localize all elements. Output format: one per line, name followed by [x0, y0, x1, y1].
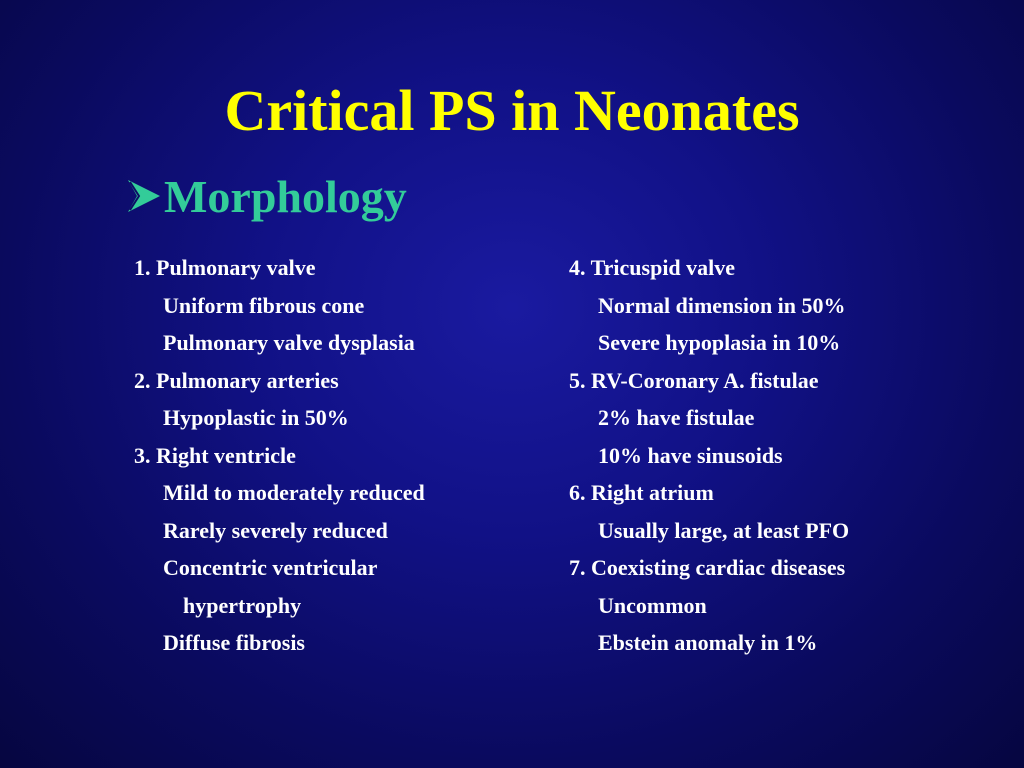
- list-item: Usually large, at least PFO: [598, 517, 850, 543]
- list-item: Uniform fibrous cone: [163, 292, 365, 318]
- right-column: [569, 249, 849, 662]
- list-item: Concentric ventricular: [163, 555, 378, 580]
- left-column: [134, 249, 425, 662]
- list-item: Severe hypoplasia in 10%: [598, 330, 841, 355]
- list-item: Mild to moderately reduced: [163, 480, 425, 505]
- list-item: Normal dimension in 50%: [598, 292, 846, 318]
- slide-title: Critical PS in Neonates: [224, 78, 800, 143]
- arrow-bullet-icon: [126, 176, 162, 216]
- list-item: 7. Coexisting cardiac diseases: [569, 555, 846, 580]
- list-item: 6. Right atrium: [569, 480, 714, 505]
- list-item: Pulmonary valve dysplasia: [163, 330, 415, 355]
- list-item: Diffuse fibrosis: [163, 630, 305, 655]
- section-heading-text: Morphology: [164, 171, 407, 222]
- list-item: 2% have fistulae: [598, 405, 755, 430]
- list-item: Rarely severely reduced: [163, 517, 388, 543]
- list-item: hypertrophy: [183, 592, 302, 618]
- section-heading: [126, 170, 407, 224]
- list-item: Ebstein anomaly in 1%: [598, 630, 818, 655]
- list-item: 5. RV-Coronary A. fistulae: [569, 367, 819, 393]
- list-item: 1. Pulmonary valve: [134, 255, 316, 280]
- list-item: 10% have sinusoids: [598, 442, 783, 468]
- list-item: Hypoplastic in 50%: [163, 405, 349, 430]
- list-item: 4. Tricuspid valve: [569, 255, 736, 280]
- list-item: 2. Pulmonary arteries: [134, 367, 339, 393]
- list-item: 3. Right ventricle: [134, 442, 296, 468]
- list-item: Uncommon: [598, 592, 707, 618]
